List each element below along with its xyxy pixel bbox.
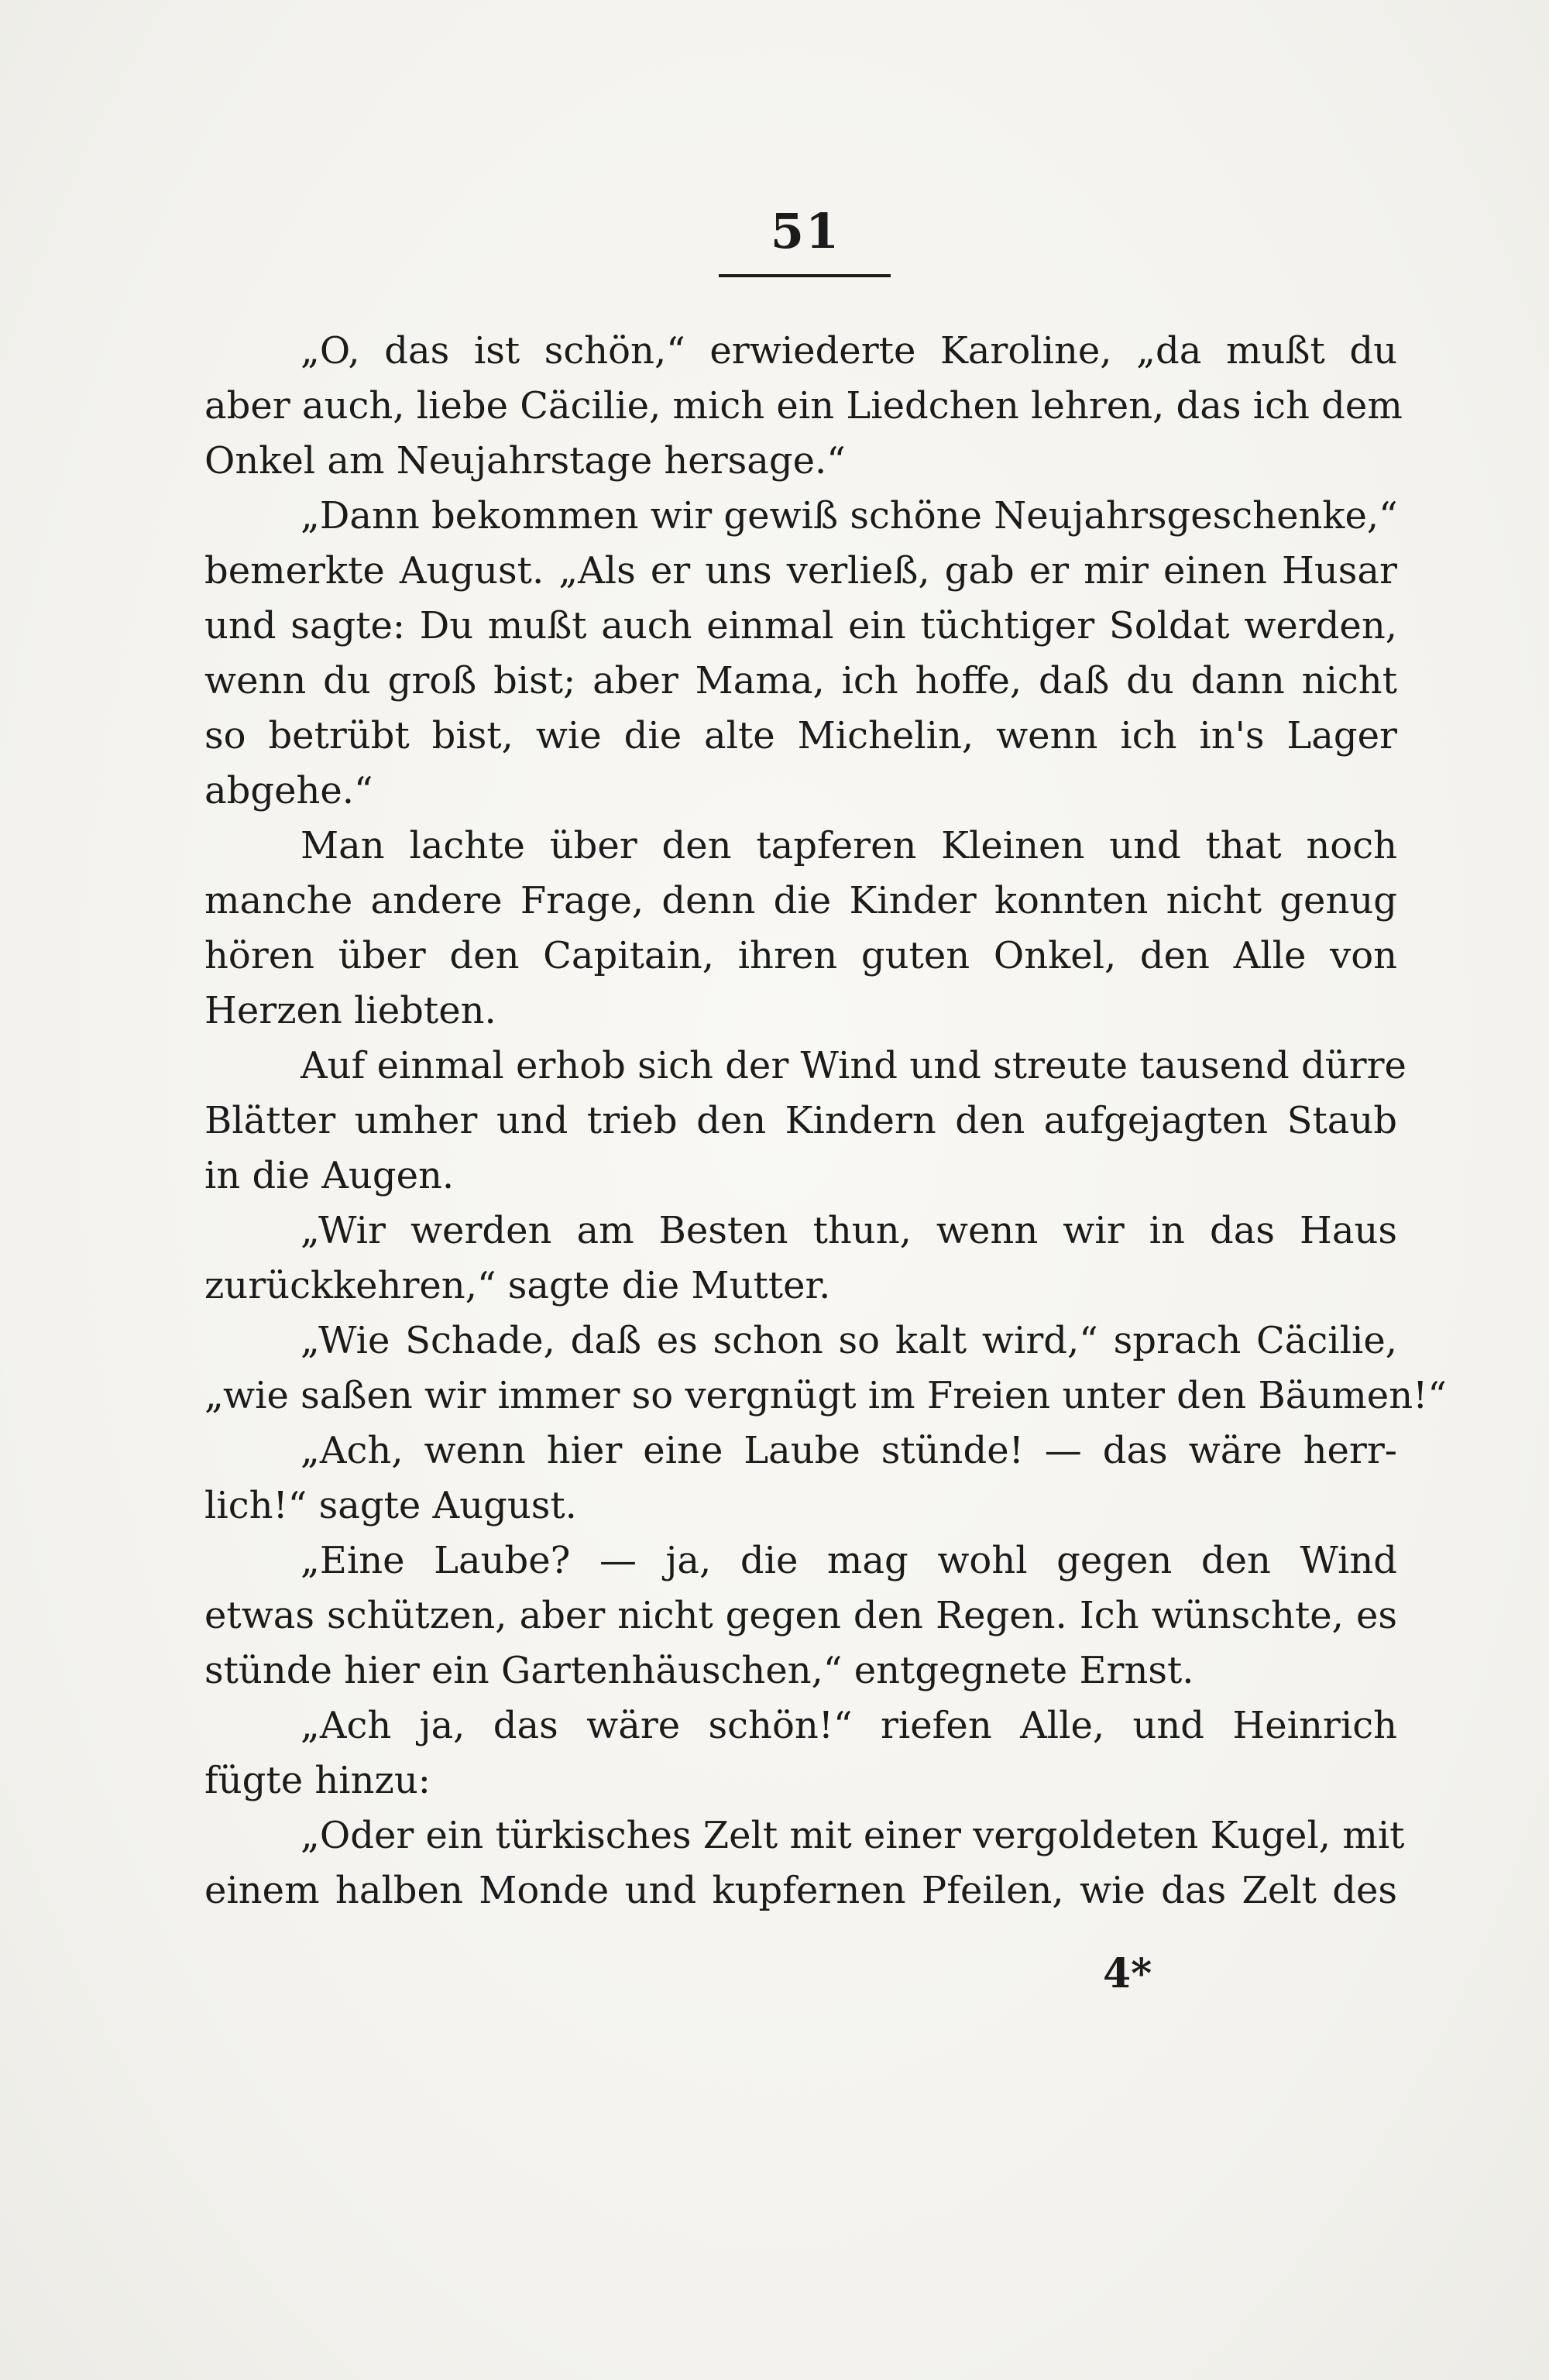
text-line: „Dann bekommen wir gewiß schöne Neujahrsgeschenke,“ xyxy=(301,494,1398,537)
text-line: bemerkte August. „Als er uns verließ, gab er mir einen Husar xyxy=(204,549,1397,592)
text-line: einem halben Monde und kupfernen Pfeilen, wie das Zelt des xyxy=(204,1869,1397,1912)
text-line: zurückkehren,“ sagte die Mutter. xyxy=(204,1264,831,1307)
text-line: wenn du groß bist; aber Mama, ich hoffe, daß du dann nicht xyxy=(204,659,1397,702)
text-line: Onkel am Neujahrstage hersage.“ xyxy=(204,439,846,483)
page-number: 51 xyxy=(770,203,841,259)
text-line: „Ach ja, das wäre schön!“ riefen Alle, und Heinrich xyxy=(301,1704,1397,1747)
text-line: Auf einmal erhob sich der Wind und streute tausend dürre xyxy=(301,1044,1406,1087)
text-line: hören über den Capitain, ihren guten Onkel, den Alle von xyxy=(204,934,1397,977)
text-line: „wie saßen wir immer so vergnügt im Freien unter den Bäumen!“ xyxy=(204,1374,1447,1417)
text-line: „Ach, wenn hier eine Laube stünde! — das wäre herr- xyxy=(301,1429,1397,1472)
text-line: so betrübt bist, wie die alte Michelin, wenn ich in's Lager xyxy=(204,714,1397,757)
header-rule xyxy=(719,274,891,277)
text-line: und sagte: Du mußt auch einmal ein tüchtiger Soldat werden, xyxy=(204,604,1397,647)
text-line: manche andere Frage, denn die Kinder konnten nicht genug xyxy=(204,879,1397,922)
text-line: Blätter umher und trieb den Kindern den aufgejagten Staub xyxy=(204,1099,1397,1142)
text-line: lich!“ sagte August. xyxy=(204,1484,577,1527)
text-line: „Eine Laube? — ja, die mag wohl gegen den Wind xyxy=(301,1539,1397,1582)
text-line: „Wir werden am Besten thun, wenn wir in das Haus xyxy=(301,1209,1397,1252)
text-line: fügte hinzu: xyxy=(204,1759,431,1802)
text-line: Herzen liebten. xyxy=(204,989,496,1032)
text-line: aber auch, liebe Cäcilie, mich ein Liedchen lehren, das ich dem xyxy=(204,384,1403,428)
signature-mark: 4* xyxy=(1103,1950,1152,1997)
text-line: stünde hier ein Gartenhäuschen,“ entgegnete Ernst. xyxy=(204,1649,1194,1692)
text-line: „O, das ist schön,“ erwiederte Karoline, „da mußt du xyxy=(301,329,1397,373)
text-line: Man lachte über den tapferen Kleinen und that noch xyxy=(301,824,1397,867)
text-line: „Oder ein türkisches Zelt mit einer vergoldeten Kugel, mit xyxy=(301,1814,1405,1857)
text-line: „Wie Schade, daß es schon so kalt wird,“ sprach Cäcilie, xyxy=(301,1319,1397,1362)
text-line: etwas schützen, aber nicht gegen den Regen. Ich wünschte, es xyxy=(204,1594,1397,1637)
text-line: abgehe.“ xyxy=(204,769,373,812)
body-text xyxy=(204,324,1447,1918)
text-line: in die Augen. xyxy=(204,1154,455,1197)
